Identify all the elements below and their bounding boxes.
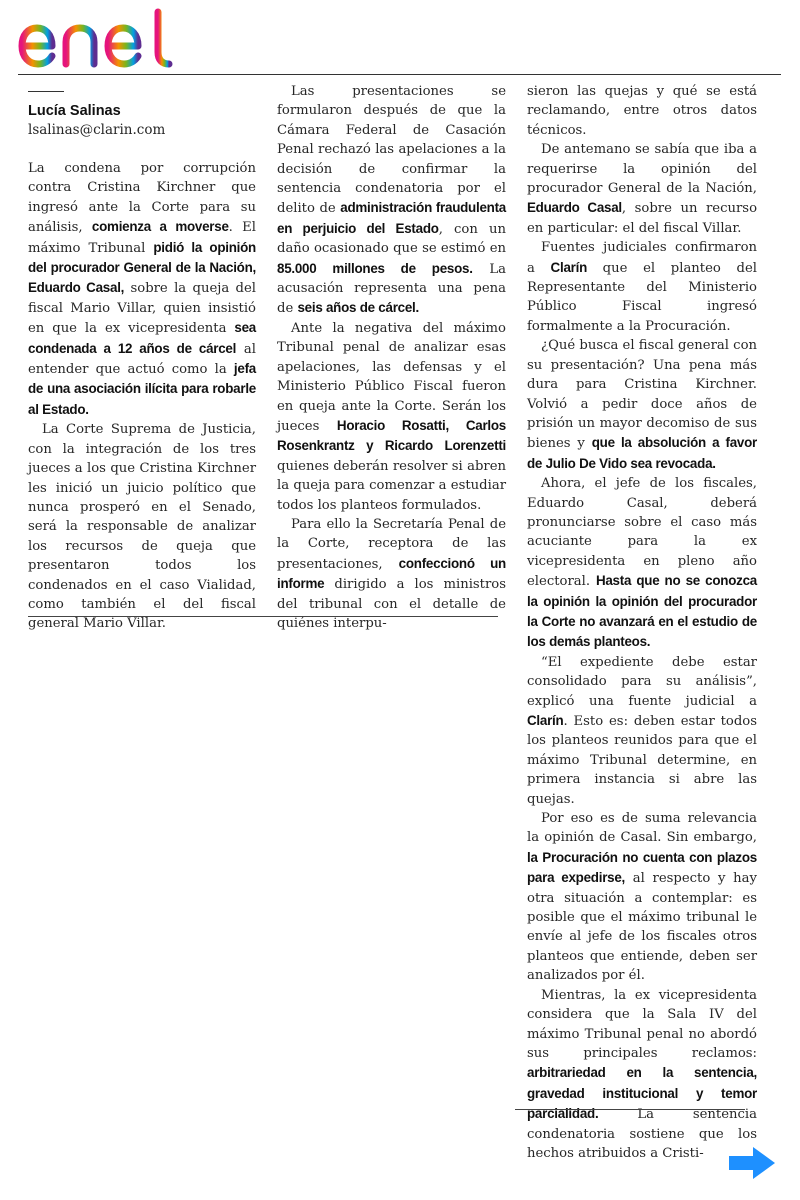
column-1 [28, 82, 256, 634]
header [0, 0, 800, 80]
paragraph: Por eso es de suma relevancia la opinión de Casal. Sin embargo, la Procuración no cuenta con plazos para expedirse, al respecto y hay otra situación a contemplar: es posible que el máximo tribunal le envíe al jefe de los fiscales otros planteos que entiende, deben ser analizados por él. [527, 811, 757, 984]
paragraph: La Corte Suprema de Justicia, con la integración de los tres jueces a los que Cristina Kirchner les inició un juicio político que nunca prosperó en el Senado, será la responsable de analizar los recursos de queja que presentaron todos los condenados en el caso Vialidad, como también el del fiscal general Mario Villar. [28, 422, 256, 632]
paragraph: “El expediente debe estar consolidado para su análisis”, explicó una fuente judicial a Clarín. Esto es: deben estar todos los planteos reunidos para que el máximo Tribunal determine, en primera instancia si abre las quejas. [527, 654, 757, 807]
arrow-right-icon[interactable] [727, 1145, 777, 1181]
paragraph: Ahora, el jefe de los fiscales, Eduardo Casal, deberá pronunciarse sobre el caso más acuciante para la ex vicepresidenta en pleno año electoral. Hasta que no se conozca la opinión la opinión del procurador la Corte no avanzará en el estudio de los demás planteos. [527, 476, 757, 650]
header-rule [18, 74, 781, 75]
author-divider [28, 91, 64, 92]
section-divider [28, 616, 498, 617]
paragraph: ¿Qué busca el fiscal general con su presentación? Una pena más dura para Cristina Kirchner. Volvió a pedir doce años de prisión un mayor decomiso de sus bienes y que la absolución a favor de Julio De Vido sea revocada. [527, 338, 757, 471]
paragraph: Las presentaciones se formularon después de que la Cámara Federal de Casación Penal rechazó las apelaciones a la decisión de confirmar la sentencia condenatoria por el delito de administración fraudulenta en perjuicio del Estado, con un daño ocasionado que se estimó en 85.000 millones de pesos. La acusación representa una pena de seis años de cárcel. [277, 84, 506, 317]
enel-logo [18, 8, 173, 70]
paragraph: Mientras, la ex vicepresidenta considera que la Sala IV del máximo Tribunal penal no abordó sus principales reclamos: arbitrariedad en la sentencia, gravedad institucional y temor parcialidad. La sentencia condenatoria sostiene que los hechos atribuidos a Cristi- [527, 987, 757, 1161]
end-divider [515, 1109, 745, 1110]
paragraph: sieron las quejas y qué se está reclamando, entre otros datos técnicos. [527, 84, 757, 138]
paragraph: Fuentes judiciales confirmaron a Clarín que el planteo del Representante del Ministerio Público Fiscal ingresó formalmente a la Procuración. [527, 240, 757, 334]
paragraph: De antemano se sabía que iba a requerirse la opinión del procurador General de la Nación, Eduardo Casal, sobre un recurso en particular: el del fiscal Villar. [527, 142, 758, 236]
paragraph: Para ello la Secretaría Penal de la Corte, receptora de las presentaciones, confeccionó un informe dirigido a los ministros del tribunal con el detalle de quiénes interpu- [277, 516, 506, 631]
paragraph: Ante la negativa del máximo Tribunal penal de analizar esas apelaciones, las defensas y el Ministerio Público Fiscal fueron en queja ante la Corte. Serán los jueces Horacio Rosatti, Carlos Rosenkrantz y Ricardo Lorenzetti quienes deberán resolver si abren la queja para comenzar a estudiar todos los planteos formulados. [277, 320, 506, 513]
column-2 [277, 82, 506, 633]
column-3 [527, 82, 757, 1163]
paragraph: La condena por corrupción contra Cristina Kirchner que ingresó ante la Corte para su análisis, comienza a moverse. El máximo Tribunal pidió la opinión del procurador General de la Nación, Eduardo Casal, sobre la queja del fiscal Mario Villar, quien insistió en que la ex vicepresidenta sea condenada a 12 años de cárcel al entender que actuó como la jefa de una asociación ilícita para robarle al Estado. [28, 161, 257, 417]
author-name: Lucía Salinas [28, 103, 121, 119]
author-email: lsalinas@clarin.com [28, 122, 166, 138]
